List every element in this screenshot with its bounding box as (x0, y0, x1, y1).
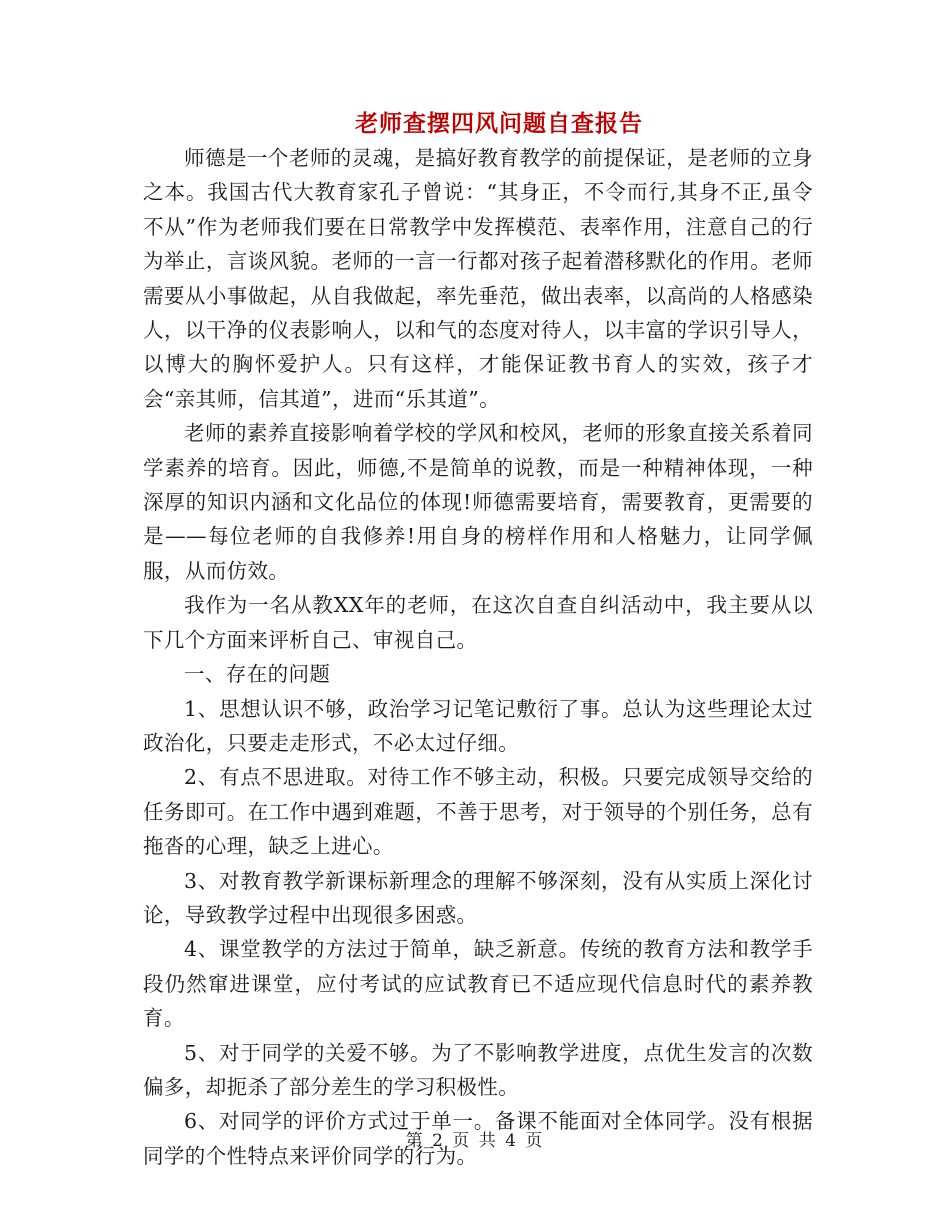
problem-item-2: 2、有点不思进取。对待工作不够主动，积极。只要完成领导交给的任务即可。在工作中遇到难题，不善于思考，对于领导的个别任务，总有拖沓的心理，缺乏上进心。 (143, 765, 813, 859)
paragraph-intro: 师德是一个老师的灵魂，是搞好教育教学的前提保证，是老师的立身之本。我国古代大教育家孔子曾说：“其身正，不令而行,其身不正,虽令不从”作为老师我们要在日常教学中发挥模范、表率作用，注意自己的行为举止，言谈风貌。老师的一言一行都对孩子起着潜移默化的作用。老师需要从小事做起，从自我做起，率先垂范，做出表率，以高尚的人格感染人，以干净的仪表影响人，以和气的态度对待人，以丰富的学识引导人，以博大的胸怀爱护人。只有这样，才能保证教书育人的实效，孩子才会“亲其师，信其道”，进而“乐其道”。 (143, 146, 813, 411)
paragraph-self-review: 我作为一名从教XX年的老师，在这次自查自纠活动中，我主要从以下几个方面来评析自己、审视自己。 (143, 593, 813, 652)
page-footer: 第 2 页 共 4 页 (405, 1131, 545, 1151)
section-heading-problems: 一、存在的问题 (184, 662, 331, 687)
problem-item-4: 4、课堂教学的方法过于简单，缺乏新意。传统的教育方法和教学手段仍然窜进课堂，应付考试的应试教育已不适应现代信息时代的素养教育。 (143, 937, 813, 1031)
document-body (143, 141, 813, 1173)
paragraph-teacher-quality: 老师的素养直接影响着学校的学风和校风，老师的形象直接关系着同学素养的培育。因此，师德,不是简单的说教，而是一种精神体现，一种深厚的知识内涵和文化品位的体现!师德需要培育，需要教育，更需要的是——每位老师的自我修养!用自身的榜样作用和人格魅力，让同学佩服，从而仿效。 (143, 421, 813, 583)
problem-item-5: 5、对于同学的关爱不够。为了不影响教学进度，点优生发言的次数偏多，却扼杀了部分差生的学习积极性。 (143, 1040, 813, 1099)
problem-item-6: 6、对同学的评价方式过于单一。备课不能面对全体同学。没有根据同学的个性特点来评价同学的行为。 (143, 1109, 813, 1168)
problem-item-3: 3、对教育教学新课标新理念的理解不够深刻，没有从实质上深化讨论，导致教学过程中出现很多困惑。 (143, 868, 813, 927)
problem-item-1: 1、思想认识不够，政治学习记笔记敷衍了事。总认为这些理论太过政治化，只要走走形式，不必太过仔细。 (143, 696, 813, 755)
document-title: 老师查摆四风问题自查报告 (355, 110, 643, 137)
